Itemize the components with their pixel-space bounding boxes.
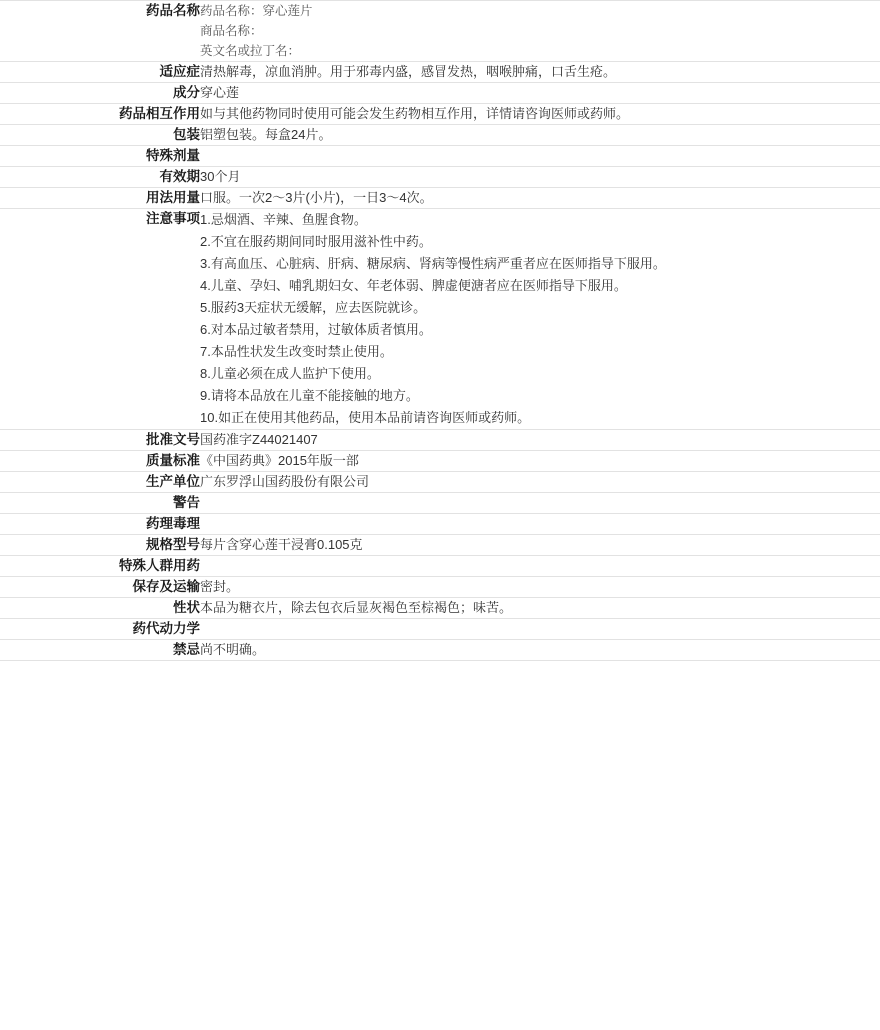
row-value-quality-standard: 《中国药典》2015年版一部 xyxy=(200,453,359,468)
row-label-contraindications: 禁忌 xyxy=(173,642,200,657)
english-latin-name-line: 英文名或拉丁名： xyxy=(200,44,301,58)
row-label-quality-standard: 质量标准 xyxy=(146,453,200,468)
row-value-pharmacology-toxicology xyxy=(200,514,880,535)
table-row xyxy=(0,598,880,619)
list-item: 10.如正在使用其他药品，使用本品前请咨询医师或药师。 xyxy=(200,410,531,425)
row-label-specification: 规格型号 xyxy=(146,537,200,552)
row-label-special-population: 特殊人群用药 xyxy=(119,558,200,573)
row-value-dosage-administration: 口服。一次2～3片(小片)，一日3～4次。 xyxy=(200,190,433,205)
trade-name-line: 商品名称： xyxy=(200,24,263,38)
precautions-list xyxy=(200,209,880,429)
table-row xyxy=(0,556,880,577)
table-row xyxy=(0,451,880,472)
row-label-drug-name: 药品名称 xyxy=(146,3,200,18)
row-value-specification: 每片含穿心莲干浸膏0.105克 xyxy=(200,537,363,552)
bottom-spacer xyxy=(0,661,880,781)
table-row xyxy=(0,472,880,493)
table-row xyxy=(0,209,880,430)
list-item: 3.有高血压、心脏病、肝病、糖尿病、肾病等慢性病严重者应在医师指导下服用。 xyxy=(200,256,666,271)
list-item: 6.对本品过敏者禁用，过敏体质者慎用。 xyxy=(200,322,432,337)
list-item: 4.儿童、孕妇、哺乳期妇女、年老体弱、脾虚便溏者应在医师指导下服用。 xyxy=(200,278,627,293)
table-row xyxy=(0,535,880,556)
row-value-manufacturer: 广东罗浮山国药股份有限公司 xyxy=(200,474,370,489)
row-value-indications: 清热解毒，凉血消肿。用于邪毒内盛，感冒发热，咽喉肿痛，口舌生疮。 xyxy=(200,64,617,79)
row-value-contraindications: 尚不明确。 xyxy=(200,642,266,657)
drug-name-line: 药品名称：穿心莲片 xyxy=(200,4,313,18)
table-row xyxy=(0,1,880,62)
row-label-dosage-administration: 用法用量 xyxy=(146,190,200,205)
table-row xyxy=(0,619,880,640)
row-label-shelf-life: 有效期 xyxy=(159,169,200,184)
table-row xyxy=(0,62,880,83)
table-row xyxy=(0,146,880,167)
row-label-manufacturer: 生产单位 xyxy=(146,474,200,489)
list-item: 8.儿童必须在成人监护下使用。 xyxy=(200,366,380,381)
row-value-precautions xyxy=(200,209,880,430)
row-value-shelf-life: 30个月 xyxy=(200,169,241,184)
row-value-appearance: 本品为糖衣片，除去包衣后显灰褐色至棕褐色；味苦。 xyxy=(200,600,513,615)
list-item: 1.忌烟酒、辛辣、鱼腥食物。 xyxy=(200,212,367,227)
table-row xyxy=(0,640,880,661)
table-row xyxy=(0,514,880,535)
row-label-packaging: 包装 xyxy=(173,127,200,142)
row-value-pharmacokinetics xyxy=(200,619,880,640)
list-item: 9.请将本品放在儿童不能接触的地方。 xyxy=(200,388,419,403)
row-value-drug-name xyxy=(200,1,880,62)
row-value-approval-number: 国药准字Z44021407 xyxy=(200,432,318,447)
table-row xyxy=(0,577,880,598)
row-label-approval-number: 批准文号 xyxy=(146,432,200,447)
row-label-ingredients: 成分 xyxy=(173,85,200,100)
row-label-indications: 适应症 xyxy=(159,64,200,79)
row-label-warning: 警告 xyxy=(173,495,200,510)
table-row xyxy=(0,125,880,146)
row-value-ingredients: 穿心莲 xyxy=(200,85,240,100)
row-value-drug-interactions: 如与其他药物同时使用可能会发生药物相互作用，详情请咨询医师或药师。 xyxy=(200,106,630,121)
table-row xyxy=(0,493,880,514)
row-label-precautions: 注意事项 xyxy=(146,211,200,226)
table-row xyxy=(0,167,880,188)
row-value-warning xyxy=(200,493,880,514)
row-value-special-population xyxy=(200,556,880,577)
row-value-storage-transport: 密封。 xyxy=(200,579,240,594)
row-label-special-dosage: 特殊剂量 xyxy=(146,148,200,163)
row-value-packaging: 铝塑包装。每盒24片。 xyxy=(200,127,332,142)
list-item: 7.本品性状发生改变时禁止使用。 xyxy=(200,344,393,359)
list-item: 2.不宜在服药期间同时服用滋补性中药。 xyxy=(200,234,432,249)
table-row xyxy=(0,188,880,209)
list-item: 5.服药3天症状无缓解，应去医院就诊。 xyxy=(200,300,427,315)
row-label-pharmacology-toxicology: 药理毒理 xyxy=(146,516,200,531)
table-row xyxy=(0,104,880,125)
row-value-special-dosage xyxy=(200,146,880,167)
row-label-drug-interactions: 药品相互作用 xyxy=(119,106,200,121)
row-label-appearance: 性状 xyxy=(173,600,200,615)
table-row xyxy=(0,430,880,451)
row-label-pharmacokinetics: 药代动力学 xyxy=(132,621,200,636)
row-label-storage-transport: 保存及运输 xyxy=(132,579,200,594)
table-row xyxy=(0,83,880,104)
